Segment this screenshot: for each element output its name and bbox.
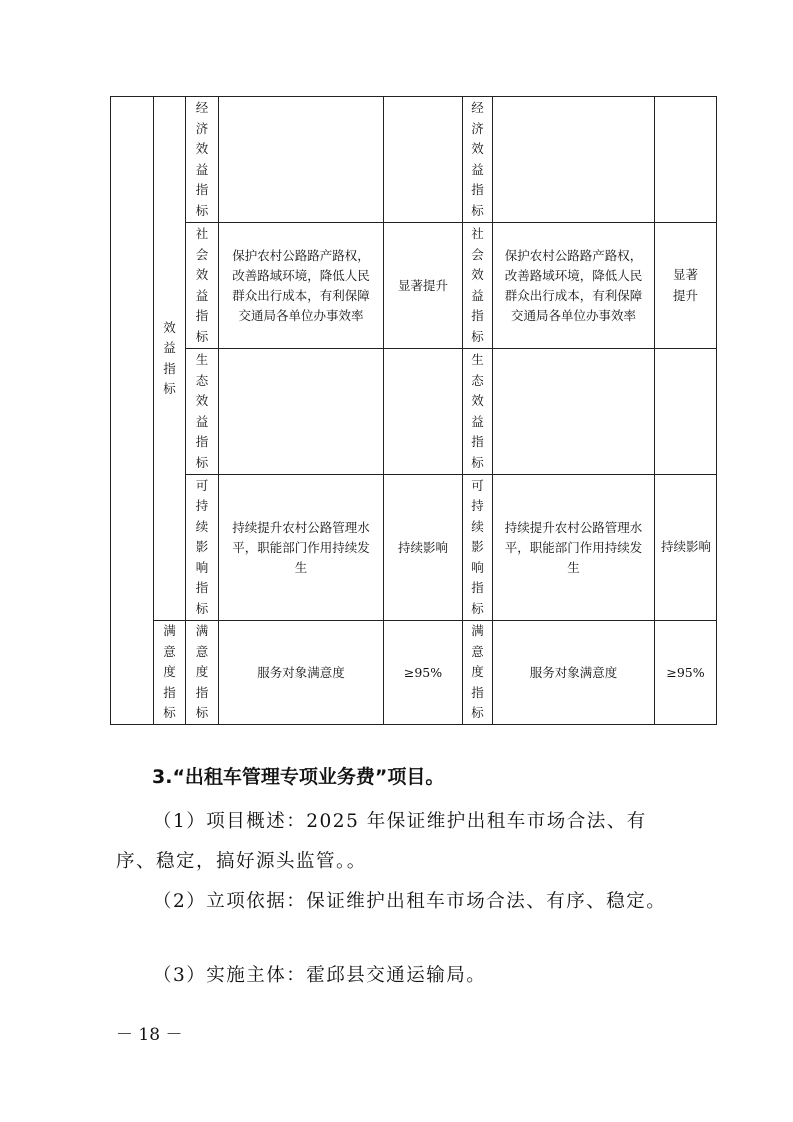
table-row	[111, 223, 717, 349]
indicator-value-cell: 持续影响	[655, 475, 717, 621]
indicator-desc-cell	[493, 349, 655, 475]
indicator-value-cell	[655, 349, 717, 475]
indicator-desc-cell: 服务对象满意度	[219, 621, 384, 725]
group-cell	[154, 97, 186, 621]
indicator-value-cell: ≥95%	[384, 621, 463, 725]
indicator-desc-cell	[219, 349, 384, 475]
sub-indicator-cell: 社会效益指标	[463, 223, 493, 349]
table-row	[111, 621, 717, 725]
indicator-desc-cell	[493, 97, 655, 223]
indicator-value-cell	[655, 97, 717, 223]
table-row	[111, 475, 717, 621]
indicator-desc-cell: 保护农村公路路产路权，改善路域环境，降低人民群众出行成本，有利保障交通局各单位办事效率	[493, 223, 655, 349]
sub-indicator-cell: 经济效益指标	[186, 97, 219, 223]
sub-indicator-cell: 可持续影响指标	[186, 475, 219, 621]
indicator-value-cell	[384, 97, 463, 223]
paragraph-overview: （1）项目概述：2025 年保证维护出租车市场合法、有序、稳定，搞好源头监管。。	[116, 811, 647, 872]
indicator-desc-cell: 持续提升农村公路管理水平，职能部门作用持续发生	[493, 475, 655, 621]
sub-indicator-cell: 社会效益指标	[186, 223, 219, 349]
group-cell: 满意度指标	[154, 621, 186, 725]
indicator-desc-cell: 持续提升农村公路管理水平，职能部门作用持续发生	[219, 475, 384, 621]
table-row	[111, 97, 717, 223]
paragraph-basis: （2）立项依据：保证维护出租车市场合法、有序、稳定。	[153, 891, 667, 912]
table-row	[111, 349, 717, 475]
indicator-desc-cell: 服务对象满意度	[493, 621, 655, 725]
indicator-value-cell	[384, 349, 463, 475]
sub-indicator-cell: 可持续影响指标	[463, 475, 493, 621]
sub-indicator-cell: 生态效益指标	[186, 349, 219, 475]
indicator-desc-cell	[219, 97, 384, 223]
paragraph-implementer: （3）实施主体：霍邱县交通运输局。	[153, 965, 487, 986]
performance-table	[110, 96, 717, 725]
page-number: － 18 －	[116, 1025, 183, 1045]
sub-indicator-cell: 生态效益指标	[463, 349, 493, 475]
sub-indicator-cell: 经济效益指标	[463, 97, 493, 223]
indicator-value-cell: 显著提升	[655, 223, 717, 349]
indicator-value-cell: 显著提升	[384, 223, 463, 349]
indicator-value-cell: 持续影响	[384, 475, 463, 621]
sub-indicator-cell: 满意度指标	[463, 621, 493, 725]
outer-blank-cell	[111, 97, 154, 725]
group-label: 效益指标	[163, 319, 176, 396]
section-heading: 3.“出租车管理专项业务费”项目。	[152, 766, 445, 788]
sub-indicator-cell: 满意度指标	[186, 621, 219, 725]
indicator-desc-cell: 保护农村公路路产路权，改善路域环境，降低人民群众出行成本，有利保障交通局各单位办事效率	[219, 223, 384, 349]
indicator-value-cell: ≥95%	[655, 621, 717, 725]
